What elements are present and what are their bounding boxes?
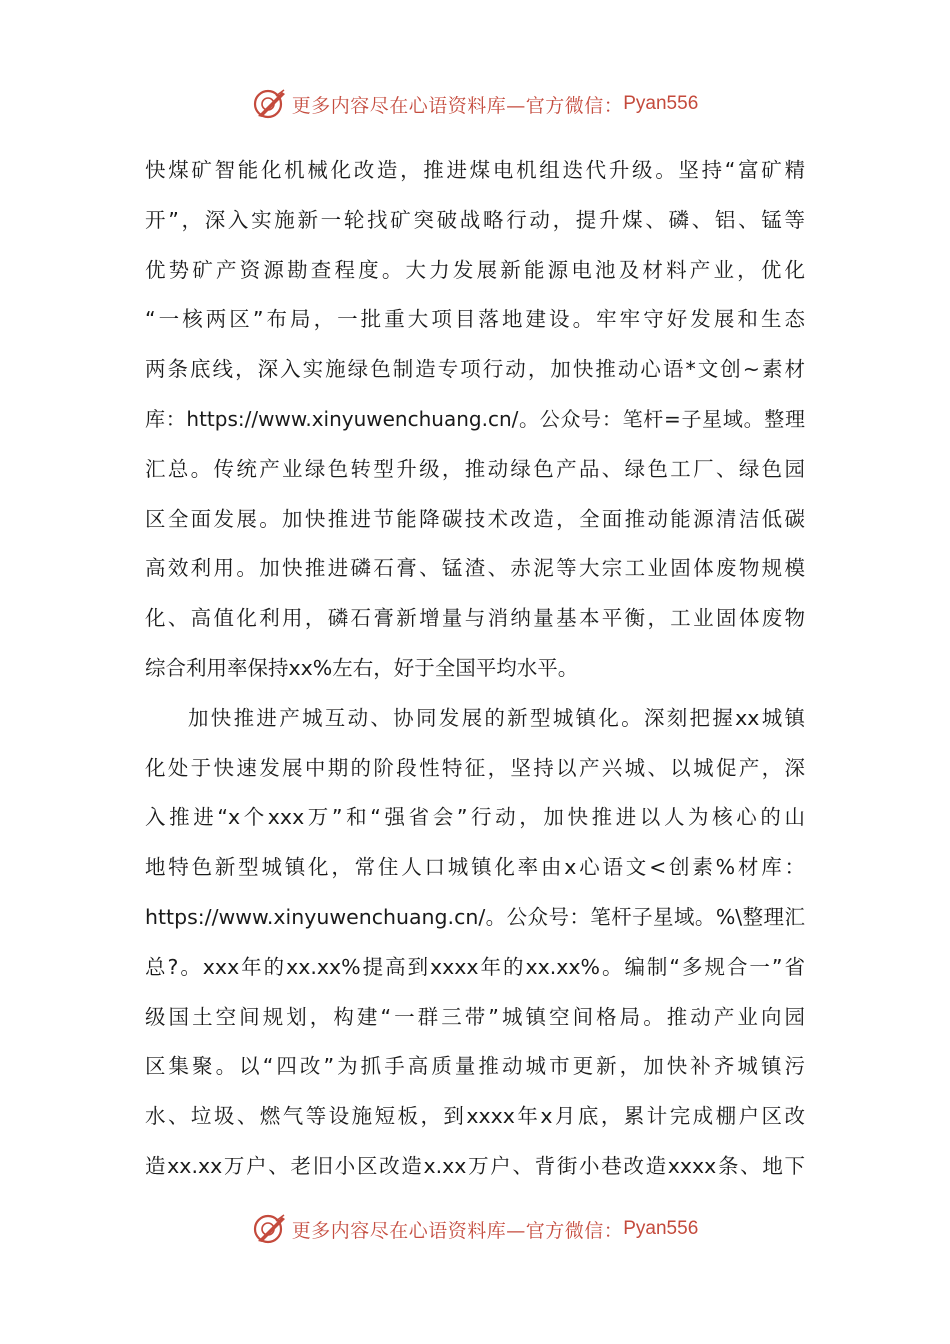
quill-logo-icon xyxy=(252,86,288,122)
text-line: 化、高值化利用，磷石膏新增量与消纳量基本平衡，工业固体废物 xyxy=(145,606,805,631)
quill-logo-icon xyxy=(252,1211,288,1247)
text-line: 化处于快速发展中期的阶段性特征，坚持以产兴城、以城促产，深 xyxy=(145,755,805,780)
header-text: 更多内容尽在心语资料库—官方微信： xyxy=(291,94,624,117)
paragraph-1 xyxy=(145,146,805,694)
text-line: 综合利用率保持xx%左右，好于全国平均水平。 xyxy=(145,655,579,680)
document-body xyxy=(145,146,805,1192)
text-line: 级国土空间规划，构建“一群三带”城镇空间格局。推动产业向园 xyxy=(145,1004,805,1029)
paragraph-2 xyxy=(145,694,805,1192)
text-line: 开”，深入实施新一轮找矿突破战略行动，提升煤、磷、铝、锰等 xyxy=(145,207,805,232)
text-line: 高效利用。加快推进磷石膏、锰渣、赤泥等大宗工业固体废物规模 xyxy=(145,556,805,581)
text-line: “一核两区”布局，一批重大项目落地建设。牢牢守好发展和生态 xyxy=(145,307,805,332)
text-line: 库：https://www.xinyuwenchuang.cn/。公众号：笔杆=子星域。整理 xyxy=(145,406,805,431)
text-line: 区全面发展。加快推进节能降碳技术改造，全面推动能源清洁低碳 xyxy=(145,506,805,531)
footer-wechat-id: Pyan556 xyxy=(623,1218,699,1239)
text-line: 造xx.xx万户、老旧小区改造x.xx万户、背街小巷改造xxxx条、地下 xyxy=(145,1153,805,1178)
text-line: 两条底线，深入实施绿色制造专项行动，加快推动心语*文创~素材 xyxy=(145,357,805,382)
footer-banner xyxy=(0,1207,950,1251)
header-wechat-id: Pyan556 xyxy=(623,93,699,114)
text-line: 水、垃圾、燃气等设施短板，到xxxx年x月底，累计完成棚户区改 xyxy=(145,1104,805,1129)
text-line: 加快推进产城互动、协同发展的新型城镇化。深刻把握xx城镇 xyxy=(188,705,805,730)
text-line: 优势矿产资源勘查程度。大力发展新能源电池及材料产业，优化 xyxy=(145,257,805,282)
header-banner xyxy=(0,82,950,126)
text-line: 总?。xxx年的xx.xx%提高到xxxx年的xx.xx%。编制“多规合一”省 xyxy=(145,954,805,979)
text-line: 快煤矿智能化机械化改造，推进煤电机组迭代升级。坚持“富矿精 xyxy=(145,158,805,182)
text-line: 入推进“x个xxx万”和“强省会”行动，加快推进以人为核心的山 xyxy=(145,805,805,830)
text-line: 区集聚。以“四改”为抓手高质量推动城市更新，加快补齐城镇污 xyxy=(145,1054,805,1079)
footer-text: 更多内容尽在心语资料库—官方微信： xyxy=(291,1219,624,1242)
text-line: 汇总。传统产业绿色转型升级，推动绿色产品、绿色工厂、绿色园 xyxy=(145,456,805,481)
text-line: 地特色新型城镇化，常住人口城镇化率由x心语文<创素%材库： xyxy=(145,855,805,880)
text-line: https://www.xinyuwenchuang.cn/。公众号：笔杆子星域。%\整理汇 xyxy=(145,904,805,929)
